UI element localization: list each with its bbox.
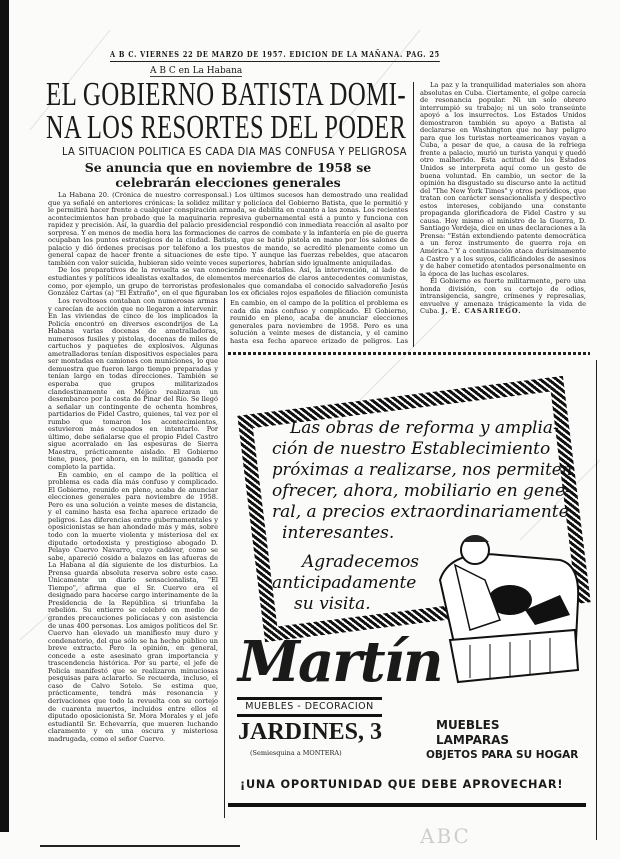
article-column-right [420, 82, 586, 348]
paragraph: En cambio, en el campo de la política el problema es cada día más confuso y complicado. El Gobierno, reunido en pleno, acaba de anunciar elecciones generales para noviembre de 1958. Pero es una solución a veinte meses de distancia, y el camino hasta esa fecha aparece erizado de peligros. Las diferencias entre gubernamentales y oposicionistas se han ahondado más y más, sobre todo con la muerte violenta y misteriosa del ex diputado ortodoxista y prestigioso abogado D. Pelayo Cuervo Navarro, cuyo cadáver, como se sabe, apareció cosido a balazos en las afueras de La Habana al día siguiente de los disturbios. La Prensa guarda absoluta reserva sobre este caso. Únicamente un diario sensacionalista, "El Tiempo", afirma que el Sr. Cuervo era el designado para hacerse cargo interinamente de la Presidencia de la República si triunfaba la rebelión. Su entierro se celebró en medio de grandes precauciones policíacas y con asistencia de unas 400 personas. Los amigos políticos del Sr. Cuervo han elevado un manifiesto muy duro y condenatorio, del que sólo se ha hecho público un breve extracto. Pero la opinión, en general, concede a este asesinato gran importancia y trascendencia histórica. Por su parte, el jefe de Policía manifestó que se realizaron minuciosas pesquisas para aclararlo. Se recuerda, incluso, el caso de Calvo Sotelo. Se estima que, prácticamente, tendrá más resonancia y derivaciones que todo la revuelta con su cortejo de cuarenta muertos, incluidos entre ellos el diputado oposicionista Sr. Mora Morales y el jefe estudiantil Sr. Echevarría, que mueren luchando claramente y en una oscura y misteriosa madrugada, como el señor Cuervo. [48, 470, 218, 743]
watermark: ABC [420, 824, 471, 848]
brand-logo: Martín [238, 629, 442, 695]
ad-slogan: ¡UNA OPORTUNIDAD QUE DEBE APROVECHAR! [240, 778, 564, 791]
ad-product: MUEBLES [436, 718, 500, 732]
section-kicker: A B C en La Habana [150, 66, 243, 76]
ad-bottom-rule [228, 803, 586, 807]
ad-product: OBJETOS PARA SU HOGAR [426, 749, 579, 761]
article-lead [48, 192, 408, 298]
ad-address: JARDINES, 3 [238, 719, 383, 745]
ad-thanks-line: anticipadamente [272, 573, 417, 593]
ad-address-note: (Semiesquina a MONTERA) [250, 749, 342, 757]
ad-product-list [426, 718, 579, 763]
paragraph: La Habana 20. (Crónica de nuestro corresponsal.) Los últimos sucesos han demostrado una realidad que ya señalé en anteriores crónicas: la solidez militar y policíaca del Gobierno Batista, que le permitió y le permitirá hacer frente a cualquier conspiración armada, se debilita en cuanto a las zonas. Los recientes acontecimientos han probado que la maquinaria represiva gubernamental está a punto y funciona con rapidez y precisión. Así, la guardia del palacio presidencial respondió con inmediata reacción al asalto por sorpresa. Y en menos de media hora las formaciones de carros de combate y la infantería en pie de guerra ocupaban los puntos estratégicos de la ciudad. Batista, que se batió pistola en mano por los salones de palacio y dió órdenes precisas por teléfono a los puestos de mando, se acreditó plenamente como un general capaz de hacer frente a situaciones de este tipo. Y aunque las fuerzas rebeldes, que atacaron también con valor suicida, hubieran sido veinte veces superiores, habrían sido igualmente aniquiladas. [48, 192, 408, 267]
ad-thanks-line: Agradecemos [302, 552, 420, 572]
ad-script-line: próximas a realizarse, nos permiten [272, 460, 573, 480]
byline: J. E. CASARIEGO. [441, 307, 522, 316]
column-rule [413, 82, 414, 347]
paragraph-text: El Gobierno es fuerte militarmente, pero una honda división, con su cortejo de odios, intransigencia, sangre, crímenes y represalias, envuelve y amenaza trágicamente la vida de Cuba. [420, 277, 586, 316]
brand-tagline: MUEBLES - DECORACION [237, 697, 382, 717]
paragraph: De los preparativos de la revuelta se van conociendo más detalles. Así, la intervención, al lado de estudiantes y políticos idealistas exaltados, de elementos mercenarios de claros antecedentes comunistas, como, por ejemplo, un grupo de terroristas profesionales que comandaba el conocido salvadoreño Jesús González Cartas (a) "El Extraño", en el que figuraban los ex oficiales rojos españoles de filiación comunista [48, 266, 408, 298]
paragraph [420, 278, 586, 316]
ad-script-line: interesantes. [282, 523, 395, 543]
ad-script-line: ral, a precios extraordinariamente [272, 502, 569, 522]
page-bottom-rule [40, 845, 240, 847]
article-column-left [48, 298, 218, 810]
section-divider [228, 352, 590, 355]
ad-script-line: Las obras de reforma y amplia- [290, 418, 559, 438]
armchair-children-illustration [420, 520, 590, 690]
ad-product: LAMPARAS [436, 733, 510, 747]
headline-line-1: EL GOBIERNO BATISTA DOMI- [46, 76, 406, 113]
ad-border-right [596, 360, 597, 840]
headline-line-2: NA LOS RESORTES DEL PODER [46, 109, 407, 146]
page-header: A B C. VIERNES 22 DE MARZO DE 1957. EDICION DE LA MAÑANA. PAG. 25 [110, 50, 440, 60]
deck: Se anuncia que en noviembre de 1958 se celebrarán elecciones generales [84, 160, 372, 190]
column-rule [224, 298, 225, 818]
subheadline: LA SITUACION POLITICA ES CADA DIA MAS CONFUSA Y PELIGROSA [62, 146, 407, 158]
paragraph: La paz y la tranquilidad materiales son ahora absolutas en Cuba. Ciertamente, el golpe carecía de resonancia popular. Ni un solo obrero interrumpió su trabajo; ni un solo transeúnte apoyó a los insurrectos. Los Estados Unidos demostraron también su apoyo a Batista al declararse en Washington que no hay peligro para que los turistas norteamericanos vayan a Cuba, a pesar de que, a causa de la refriega frente a palacio, murió un turista yanqui y quedó otro malherido. Esta actitud de los Estados Unidos se interpreta aquí como un gesto de buena voluntad. En cambio, un sector de la opinión ha disgustado su discurso ante la actitud del "The New York Times" y otros periódicos, que tratan con carácter sensacionalista y despectivo estos intereses, cobijando una constante propaganda glorificadora de Fidel Castro y su causa. Hoy mismo el ministro de la Guerra, D. Santiago Verdeja, dice en unas declaraciones a la Prensa: "Están extendiendo patente democrática a un feroz instrumento de guerra roja en América." Y a continuación ataca durísimamente a Castro y a los suyos, calificándoles de asesinos y de haber cometido atentados personalmente en la época de las luchas escolares. [420, 82, 586, 278]
ad-script-line: ofrecer, ahora, mobiliario en gene- [272, 481, 571, 501]
ad-script-line: ción de nuestro Establecimiento [272, 439, 551, 459]
article-column-middle [230, 300, 408, 345]
ad-thanks-text [272, 552, 419, 615]
ad-thanks-line: su visita. [294, 594, 371, 614]
paragraph: Los revoltosos contaban con numerosas armas y carecían de acción que no llegaron a intervenir. En las viviendas de cinco de los implicados la Policía encontró en diversos escondrijos de La Habana varias docenas de ametralladoras, numerosos fusiles y pistolas, docenas de miles de cartuchos y paquetes de explosivos. Algunas ametralladoras tenían dispositivos especiales para ser montadas en camiones con municiones, lo que demuestra que fueron largo tiempo preparadas y tenían largo en todas direcciones. También se esperaba que grupos militarizados clandestinamente en Méjico realizaran un desembarco por la costa de Pinar del Río. Se llegó a señalar un contingente de ochenta hombres, partidarios de Fidel Castro, quienes, tal vez por el rumbo que tomaron los acontecimientos, estuvieron más ocupados en intentarlo. Por último, debe señalarse que el propio Fidel Castro sigue acorralado en las espesuras de Sierra Maestra, prácticamente aislado. El Gobierno tiene, pues, por ahora, en lo militar, ganada por completo la partida. [48, 298, 218, 472]
paragraph: En cambio, en el campo de la política el problema es cada día más confuso y complicado. El Gobierno, reunido en pleno, acaba de anunciar elecciones generales para noviembre de 1958. Pero es una solución a veinte meses de distancia, y el camino hasta esa fecha aparece erizado de peligros. Las [230, 300, 408, 345]
